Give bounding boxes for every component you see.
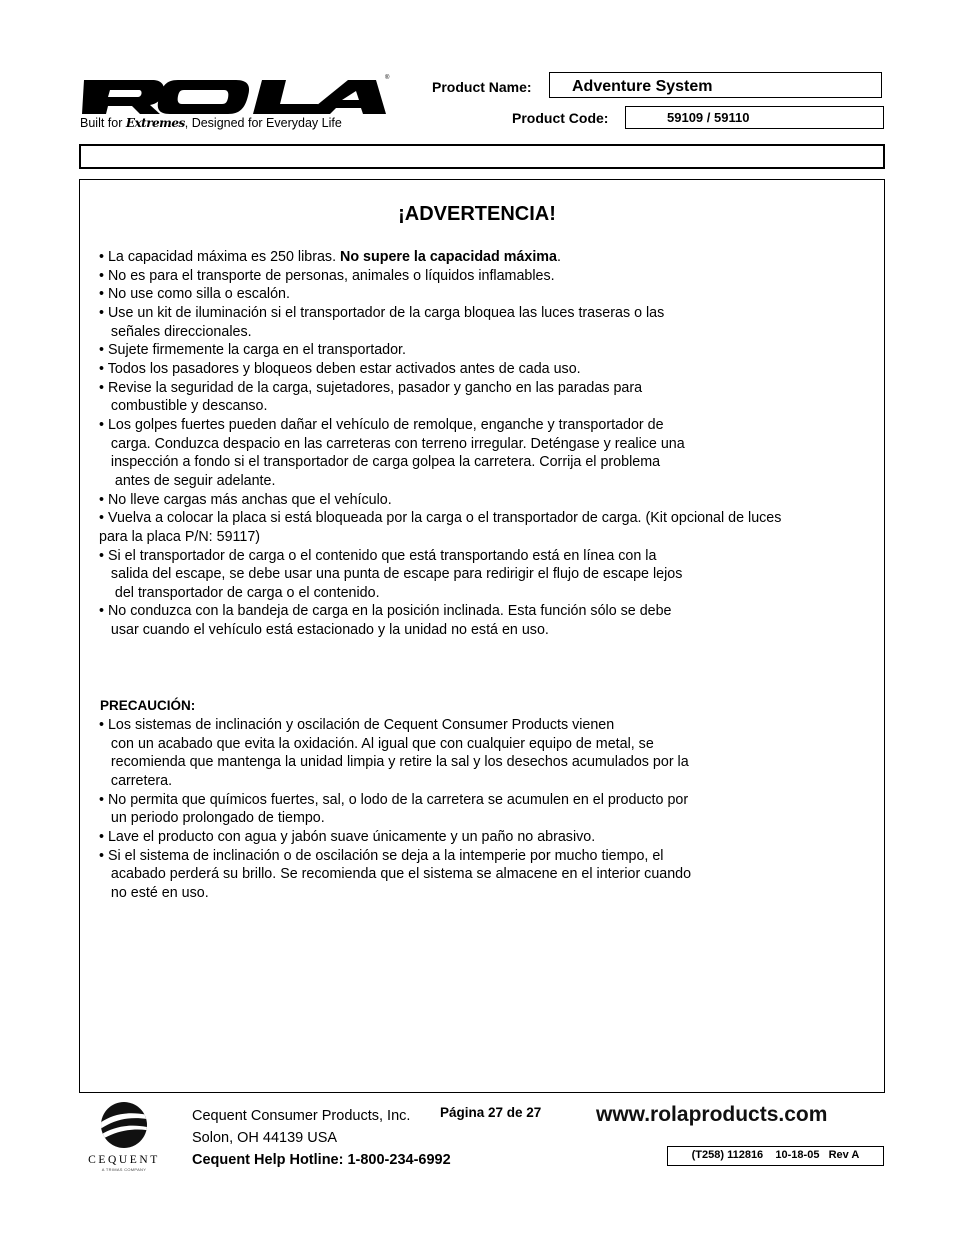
blank-title-bar xyxy=(79,144,885,169)
product-name-value: Adventure System xyxy=(572,78,713,95)
caution-item: con un acabado que evita la oxidación. Al igual que con cualquier equipo de metal, se xyxy=(99,735,654,752)
warning-item: • No conduzca con la bandeja de carga en la posición inclinada. Esta función sólo se debe xyxy=(99,603,672,620)
warning-item: combustible y descanso. xyxy=(99,398,268,415)
warning-title: ¡ADVERTENCIA! xyxy=(398,203,556,225)
warning-item: inspección a fondo si el transportador de carga golpea la carretera. Corrija el problema xyxy=(99,454,661,471)
cequent-wordmark: CEQUENT xyxy=(88,1154,160,1166)
warning-item: • No use como silla o escalón. xyxy=(99,286,290,303)
page-number: Página 27 de 27 xyxy=(440,1105,542,1120)
caution-title: PRECAUCIÓN: xyxy=(100,698,196,713)
company-address: Solon, OH 44139 USA xyxy=(192,1130,338,1146)
help-hotline: Cequent Help Hotline: 1-800-234-6992 xyxy=(192,1152,451,1168)
cequent-subtitle: A TRIMAS COMPANY xyxy=(101,1167,147,1172)
caution-item: no esté en uso. xyxy=(99,884,209,901)
warning-list xyxy=(99,248,869,640)
warning-item: señales direccionales. xyxy=(99,323,252,340)
caution-item: • Si el sistema de inclinación o de oscilación se deja a la intemperie por mucho tiempo, el xyxy=(99,847,664,864)
warning-item: • Vuelva a colocar la placa si está bloqueada por la carga o el transportador de carga. (Kit opcional de luces xyxy=(99,510,782,527)
warning-item: • No lleve cargas más anchas que el vehículo. xyxy=(99,491,392,508)
caution-item: carretera. xyxy=(99,772,173,789)
caution-item: • Los sistemas de inclinación y oscilación de Cequent Consumer Products vienen xyxy=(99,717,615,733)
warning-item: para la placa P/N: 59117) xyxy=(99,528,261,545)
warning-item: • Todos los pasadores y bloqueos deben estar activados antes de cada uso. xyxy=(99,360,581,377)
warning-item: usar cuando el vehículo está estacionado y la unidad no está en uso. xyxy=(99,622,549,639)
warning-item: • Use un kit de iluminación si el transportador de la carga bloquea las luces traseras o las xyxy=(99,304,665,321)
warning-item: del transportador de carga o el contenido. xyxy=(99,584,380,601)
warning-item: • Revise la seguridad de la carga, sujetadores, pasador y gancho en las paradas para xyxy=(99,379,643,396)
logo-tagline: Built for Extremes, Designed for Everyday Life xyxy=(80,116,342,130)
caution-item: un periodo prolongado de tiempo. xyxy=(99,810,325,827)
warning-item: • La capacidad máxima es 250 libras. No supere la capacidad máxima. xyxy=(99,249,561,265)
warning-item: salida del escape, se debe usar una punta de escape para redirigir el flujo de escape lejos xyxy=(99,566,683,583)
caution-item: • Lave el producto con agua y jabón suave únicamente y un paño no abrasivo. xyxy=(99,828,596,845)
product-name-label: Product Name: xyxy=(432,79,532,95)
warning-item: antes de seguir adelante. xyxy=(99,472,276,489)
product-code-box xyxy=(625,106,884,129)
caution-item: recomienda que mantenga la unidad limpia y retire la sal y los desechos acumulados por la xyxy=(99,754,689,771)
warning-item: • Si el transportador de carga o el contenido que está transportando está en línea con la xyxy=(99,547,657,564)
product-code-value: 59109 / 59110 xyxy=(667,110,750,125)
cequent-logo-icon xyxy=(96,1100,152,1150)
caution-item: acabado perderá su brillo. Se recomienda que el sistema se almacene en el interior cuando xyxy=(99,866,692,883)
warning-item: • No es para el transporte de personas, animales o líquidos inflamables. xyxy=(99,267,555,284)
warning-item: • Sujete firmemente la carga en el transportador. xyxy=(99,342,406,359)
warning-item: • Los golpes fuertes pueden dañar el vehículo de remolque, enganche y transportador de xyxy=(99,416,664,433)
product-code-label: Product Code: xyxy=(512,110,609,126)
caution-item: • No permita que químicos fuertes, sal, o lodo de la carretera se acumulen en el producto por xyxy=(99,791,689,808)
website-link[interactable]: www.rolaproducts.com xyxy=(596,1103,828,1126)
caution-list xyxy=(99,716,869,903)
document-code: (T258) 112816 10-18-05 Rev A xyxy=(691,1149,860,1161)
company-name: Cequent Consumer Products, Inc. xyxy=(192,1108,411,1124)
svg-text:®: ® xyxy=(385,75,390,81)
warning-item: carga. Conduzca despacio en las carreteras con terreno irregular. Deténgase y realice una xyxy=(99,435,685,452)
